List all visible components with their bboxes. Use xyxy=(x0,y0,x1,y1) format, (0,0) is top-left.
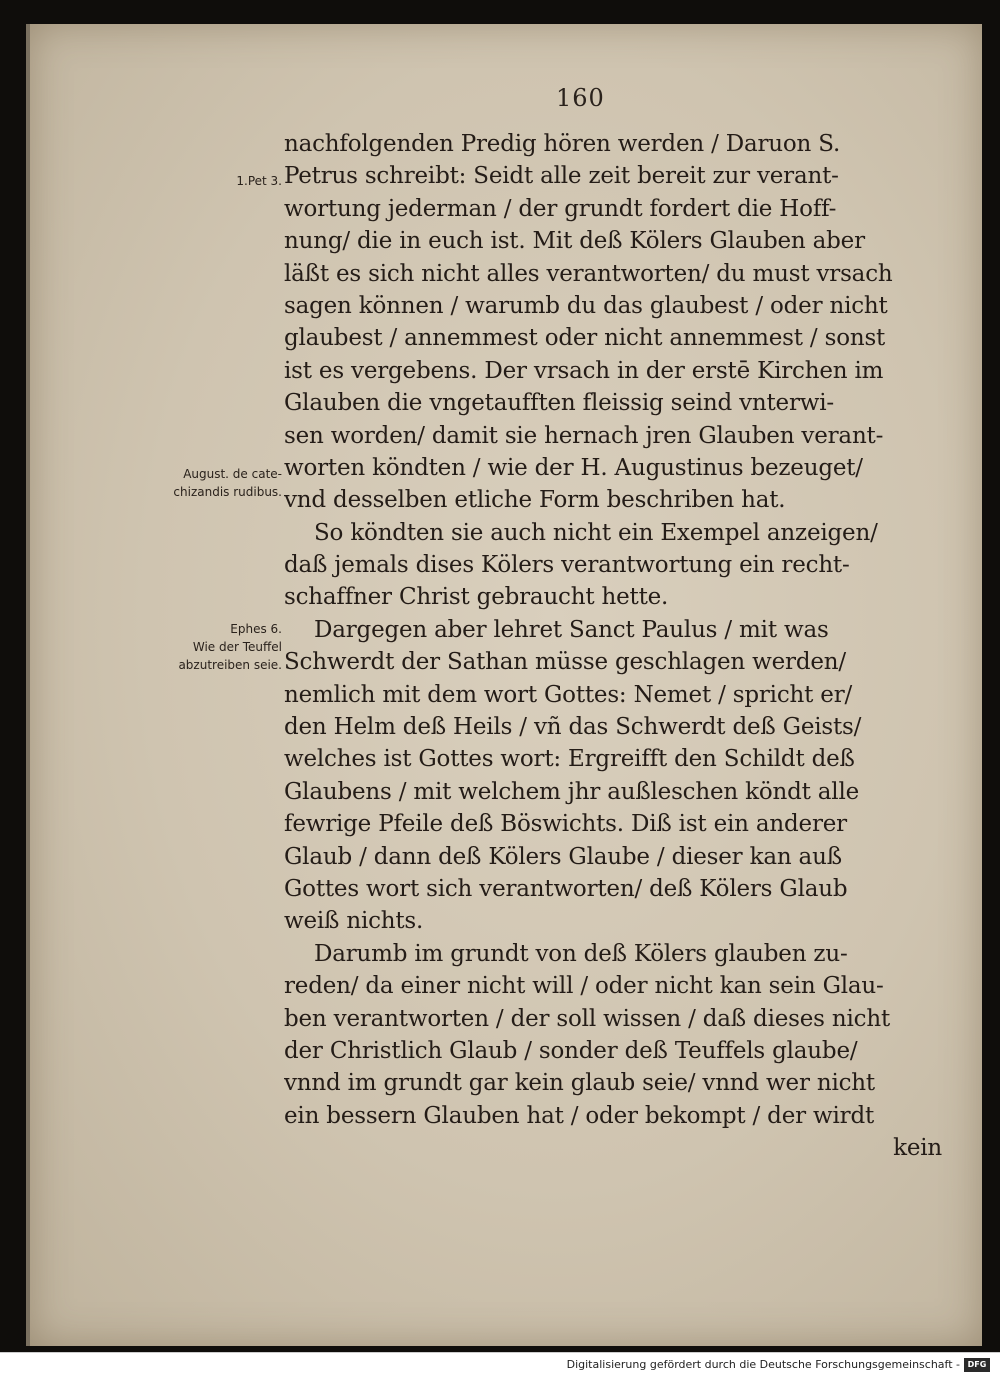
text-line: glaubest / annemmest oder nicht annemmest / sonst xyxy=(284,325,886,352)
text-line: Glaubens / mit welchem jhr außleschen köndt alle xyxy=(284,778,860,805)
text-line: Glaub / dann deß Kölers Glaube / dieser kan auß xyxy=(284,843,842,870)
margin-note-3 xyxy=(102,620,282,674)
text-line: sagen können / warumb du das glaubest / oder nicht xyxy=(284,292,888,319)
margin-note-2 xyxy=(102,465,282,501)
text-line: Gottes wort sich verantworten/ deß Kölers Glaub xyxy=(284,875,848,902)
text-line: den Helm deß Heils / vñ das Schwerdt deß Geists/ xyxy=(284,714,862,741)
text-line: ist es vergebens. Der vrsach in der erstē Kirchen im xyxy=(284,357,884,384)
text-line: ein bessern Glauben hat / oder bekompt / der wirdt xyxy=(284,1102,875,1129)
text-line: sen worden/ damit sie hernach jren Glauben verant- xyxy=(284,422,884,449)
margin-note-line: Wie der Teuffel xyxy=(192,640,282,654)
text-line: worten köndten / wie der H. Augustinus bezeuget/ xyxy=(284,454,863,481)
footer-bar xyxy=(0,1352,1000,1377)
text-line: schaffner Christ gebraucht hette. xyxy=(284,584,669,611)
margin-note-line: 1.Pet 3. xyxy=(236,174,282,188)
body-text xyxy=(284,128,944,1165)
margin-note-line: Ephes 6. xyxy=(230,622,282,636)
catchword: kein xyxy=(893,1135,942,1162)
text-line: der Christlich Glaub / sonder deß Teuffels glaube/ xyxy=(284,1037,858,1064)
margin-note-line: abzutreiben seie. xyxy=(178,658,282,672)
text-line: nemlich mit dem wort Gottes: Nemet / spricht er/ xyxy=(284,681,853,708)
text-line: So köndten sie auch nicht ein Exempel anzeigen/ xyxy=(314,519,878,546)
text-line: Petrus schreibt: Seidt alle zeit bereit zur verant- xyxy=(284,163,839,190)
text-line: reden/ da einer nicht will / oder nicht kan sein Glau- xyxy=(284,973,884,1000)
margin-note-line: chizandis rudibus. xyxy=(173,485,282,499)
footer-credit: Digitalisierung gefördert durch die Deutsche Forschungsgemeinschaft - xyxy=(566,1358,960,1371)
text-line: Dargegen aber lehret Sanct Paulus / mit was xyxy=(314,616,829,643)
text-line: weiß nichts. xyxy=(284,908,424,935)
text-line: Darumb im grundt von deß Kölers glauben zu- xyxy=(314,940,848,967)
text-line: wortung jederman / der grundt fordert die Hoff- xyxy=(284,195,837,222)
text-line: Schwerdt der Sathan müsse geschlagen werden/ xyxy=(284,649,846,676)
text-line: fewrige Pfeile deß Böswichts. Diß ist ein anderer xyxy=(284,811,847,838)
margin-note-1 xyxy=(102,172,282,190)
dfg-logo-icon: DFG xyxy=(964,1358,990,1372)
text-line: vnnd im grundt gar kein glaub seie/ vnnd wer nicht xyxy=(284,1070,875,1097)
text-line: daß jemals dises Kölers verantwortung ein recht- xyxy=(284,552,850,579)
text-line: nachfolgenden Predig hören werden / Daruon S. xyxy=(284,131,841,157)
text-line: läßt es sich nicht alles verantworten/ du must vrsach xyxy=(284,260,893,287)
text-line: welches ist Gottes wort: Ergreifft den Schildt deß xyxy=(284,746,855,773)
margin-note-line: August. de cate- xyxy=(183,467,282,481)
text-line: ben verantworten / der soll wissen / daß dieses nicht xyxy=(284,1005,890,1032)
text-line: Glauben die vngetaufften fleissig seind vnterwi- xyxy=(284,390,834,417)
text-line: nung/ die in euch ist. Mit deß Kölers Glauben aber xyxy=(284,228,865,255)
text-line: vnd desselben etliche Form beschriben hat. xyxy=(284,487,786,514)
page-number: 160 xyxy=(556,84,605,112)
